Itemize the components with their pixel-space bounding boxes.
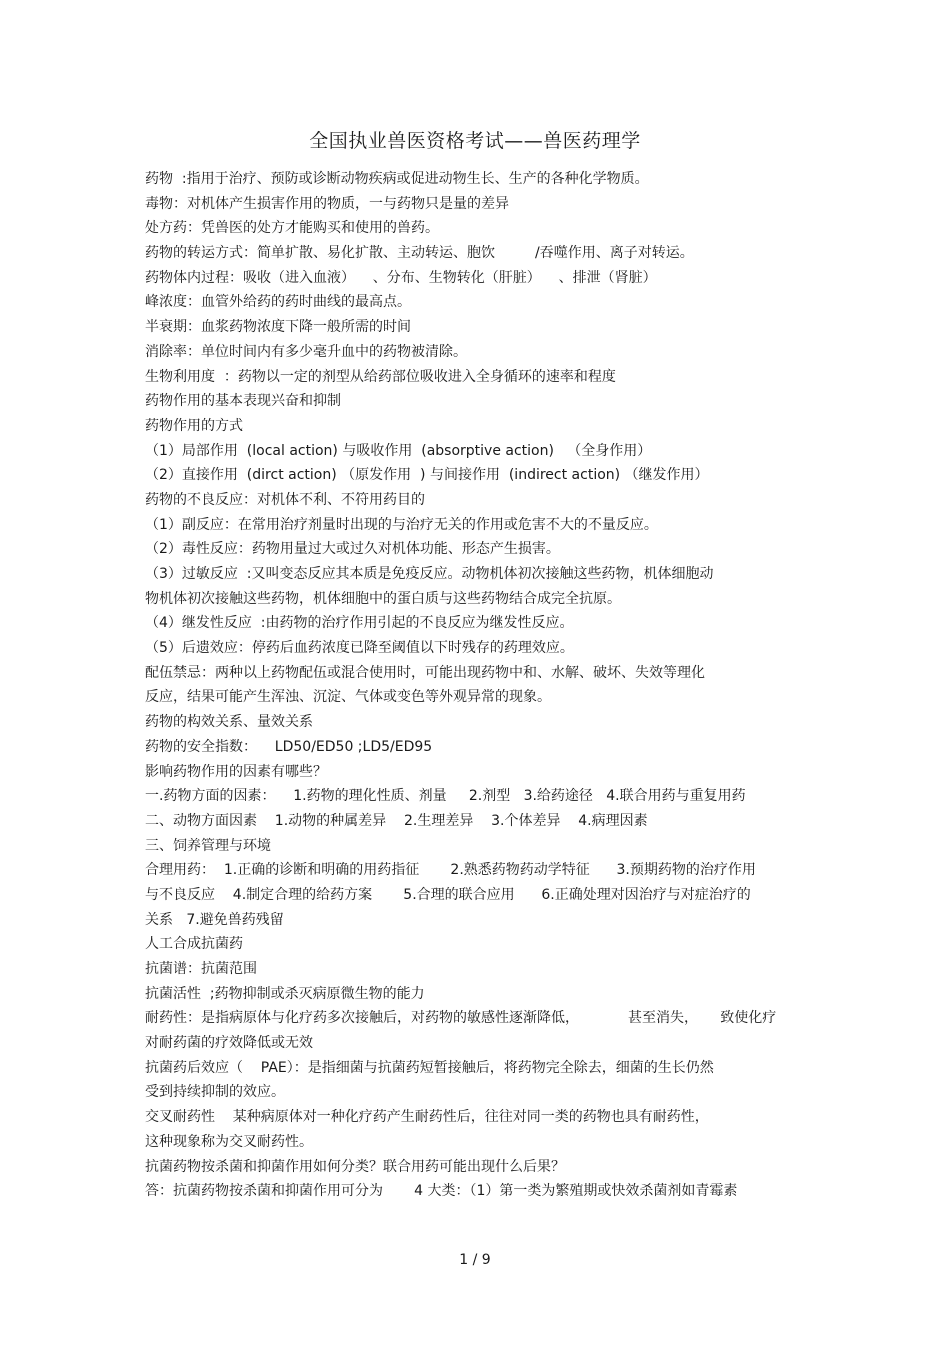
text-line: 半衰期：血浆药物浓度下降一般所需的时间 xyxy=(145,319,411,336)
text-line: 反应，结果可能产生浑浊、沉淀、气体或变色等外观异常的现象。 xyxy=(145,689,551,706)
text-line: 峰浓度：血管外给药的药时曲线的最高点。 xyxy=(145,294,411,311)
text-line: （2）直接作用 (dirct action) （原发作用 ) 与间接作用 (indirect action) （继发作用） xyxy=(145,467,709,484)
text-line: 答：抗菌药物按杀菌和抑菌作用可分为 4 大类：（1）第一类为繁殖期或快效杀菌剂如青霉素 xyxy=(145,1183,738,1200)
text-line: 抗菌活性 ;药物抑制或杀灭病原微生物的能力 xyxy=(145,985,425,1002)
text-line: 这种现象称为交叉耐药性。 xyxy=(145,1133,313,1150)
text-line: 对耐药菌的疗效降低或无效 xyxy=(145,1035,313,1052)
document-body xyxy=(145,167,845,1204)
text-line: （2）毒性反应：药物用量过大或过久对机体功能、形态产生损害。 xyxy=(145,541,560,558)
text-line: 抗菌谱：抗菌范围 xyxy=(145,961,257,977)
text-line: 配伍禁忌：两种以上药物配伍或混合使用时，可能出现药物中和、水解、破坏、失效等理化 xyxy=(145,664,705,681)
text-line: 人工合成抗菌药 xyxy=(145,936,243,953)
text-line: 影响药物作用的因素有哪些？ xyxy=(145,763,327,780)
text-line: 抗菌药物按杀菌和抑菌作用如何分类？联合用药可能出现什么后果？ xyxy=(145,1158,565,1175)
text-line: 二、动物方面因素 1.动物的种属差异 2.生理差异 3.个体差异 4.病理因素 xyxy=(145,812,648,829)
text-line: 药物作用的方式 xyxy=(145,417,243,434)
text-line: 三、饲养管理与环境 xyxy=(145,837,271,854)
text-line: （1）副反应：在常用治疗剂量时出现的与治疗无关的作用或危害不大的不量反应。 xyxy=(145,516,658,533)
text-line: 与不良反应 4.制定合理的给药方案 5.合理的联合应用 6.正确处理对因治疗与对症治疗的 xyxy=(145,886,751,903)
text-line: 毒物：对机体产生损害作用的物质，一与药物只是量的差异 xyxy=(145,195,509,212)
text-line: 生物利用度 ：药物以一定的剂型从给药部位吸收进入全身循环的速率和程度 xyxy=(145,368,616,385)
text-line: 药物体内过程：吸收（进入血液） 、分布、生物转化（肝脏） 、排泄（肾脏） xyxy=(145,269,657,286)
text-line: 药物的转运方式：简单扩散、易化扩散、主动转运、胞饮 /吞噬作用、离子对转运。 xyxy=(145,245,694,262)
text-line: 药物的不良反应：对机体不利、不符用药目的 xyxy=(145,491,425,508)
text-line: 处方药：凭兽医的处方才能购买和使用的兽药。 xyxy=(145,220,439,237)
text-line: 受到持续抑制的效应。 xyxy=(145,1084,285,1101)
text-line: 药物的构效关系、量效关系 xyxy=(145,714,313,731)
page-number: 1 / 9 xyxy=(459,1252,491,1268)
page-title: 全国执业兽医资格考试——兽医药理学 xyxy=(309,130,641,152)
text-line: （5）后遗效应：停药后血药浓度已降至阈值以下时残存的药理效应。 xyxy=(145,640,574,657)
text-line: （3）过敏反应 :又叫变态反应其本质是免疫反应。动物机体初次接触这些药物，机体细胞动 xyxy=(145,566,714,582)
text-line: 药物 :指用于治疗、预防或诊断动物疾病或促进动物生长、生产的各种化学物质。 xyxy=(145,171,649,187)
text-line: 抗菌药后效应（ PAE）：是指细菌与抗菌药短暂接触后，将药物完全除去，细菌的生长仍然 xyxy=(145,1059,714,1076)
text-line: 一.药物方面的因素： 1.药物的理化性质、剂量 2.剂型 3.给药途径 4.联合用药与重复用药 xyxy=(145,788,746,805)
text-line: 合理用药： 1.正确的诊断和明确的用药指征 2.熟悉药物药动学特征 3.预期药物的治疗作用 xyxy=(145,862,756,879)
text-line: 药物作用的基本表现兴奋和抑制 xyxy=(145,393,341,410)
text-line: 药物的安全指数： LD50/ED50 ;LD5/ED95 xyxy=(145,738,433,755)
text-line: （4）继发性反应 :由药物的治疗作用引起的不良反应为继发性反应。 xyxy=(145,615,574,632)
text-line: （1）局部作用 (local action) 与吸收作用 (absorptive action) （全身作用） xyxy=(145,442,652,459)
text-line: 关系 7.避免兽药残留 xyxy=(145,911,284,928)
text-line: 交叉耐药性 某种病原体对一种化疗药产生耐药性后，往往对同一类的药物也具有耐药性， xyxy=(145,1109,709,1126)
text-line: 消除率：单位时间内有多少毫升血中的药物被清除。 xyxy=(145,343,467,360)
text-line: 耐药性：是指病原体与化疗药多次接触后，对药物的敏感性逐渐降低， 甚至消失， 致使化疗 xyxy=(145,1010,777,1027)
text-line: 物机体初次接触这些药物，机体细胞中的蛋白质与这些药物结合成完全抗原。 xyxy=(145,590,621,607)
